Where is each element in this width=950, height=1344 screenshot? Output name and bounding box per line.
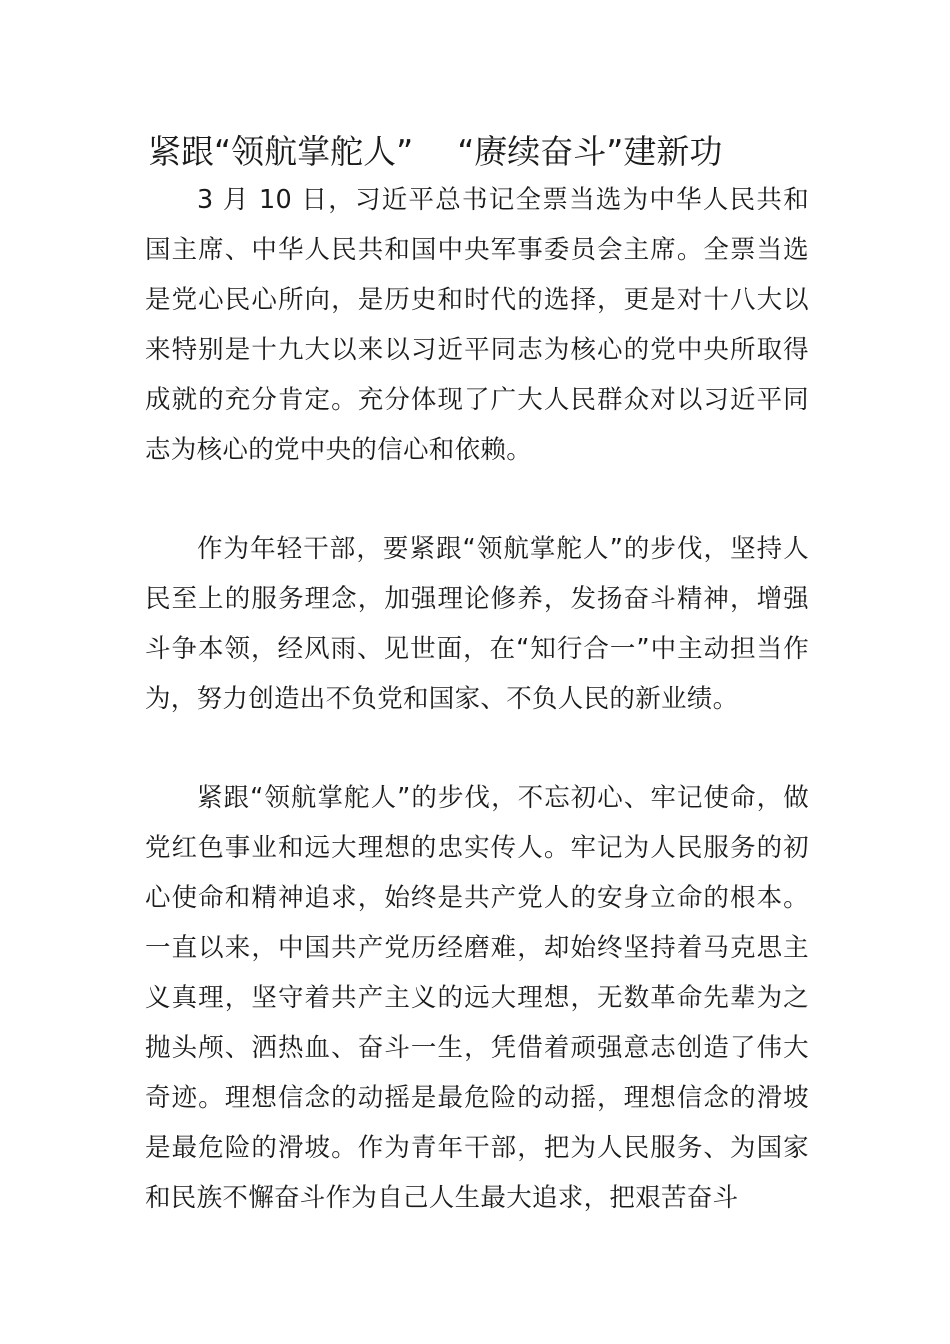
title-part-2: “赓续奋斗”建新功 bbox=[457, 132, 723, 171]
paragraph-1: 3 月 10 日，习近平总书记全票当选为中华人民共和国主席、中华人民共和国中央军事委员会主席。全票当选是党心民心所向，是历史和时代的选择，更是对十八大以来特别是十九大以来以习近平同志为核心的党中央所取得成就的充分肯定。充分体现了广大人民群众对以习近平同志为核心的党中央的信心和依赖。 bbox=[145, 185, 809, 465]
document-title bbox=[148, 126, 808, 178]
title-part-1: 紧跟“领航掌舵人” bbox=[148, 132, 414, 171]
paragraph-2: 作为年轻干部，要紧跟“领航掌舵人”的步伐，坚持人民至上的服务理念，加强理论修养，发扬奋斗精神，增强斗争本领，经风雨、见世面，在“知行合一”中主动担当作为，努力创造出不负党和国家、不负人民的新业绩。 bbox=[145, 534, 809, 714]
paragraph-3: 紧跟“领航掌舵人”的步伐，不忘初心、牢记使命，做党红色事业和远大理想的忠实传人。牢记为人民服务的初心使命和精神追求，始终是共产党人的安身立命的根本。一直以来，中国共产党历经磨难，却始终坚持着马克思主义真理，坚守着共产主义的远大理想，无数革命先辈为之抛头颅、洒热血、奋斗一生，凭借着顽强意志创造了伟大奇迹。理想信念的动摇是最危险的动摇，理想信念的滑坡是最危险的滑坡。作为青年干部，把为人民服务、为国家和民族不懈奋斗作为自己人生最大追求，把艰苦奋斗 bbox=[145, 783, 809, 1213]
